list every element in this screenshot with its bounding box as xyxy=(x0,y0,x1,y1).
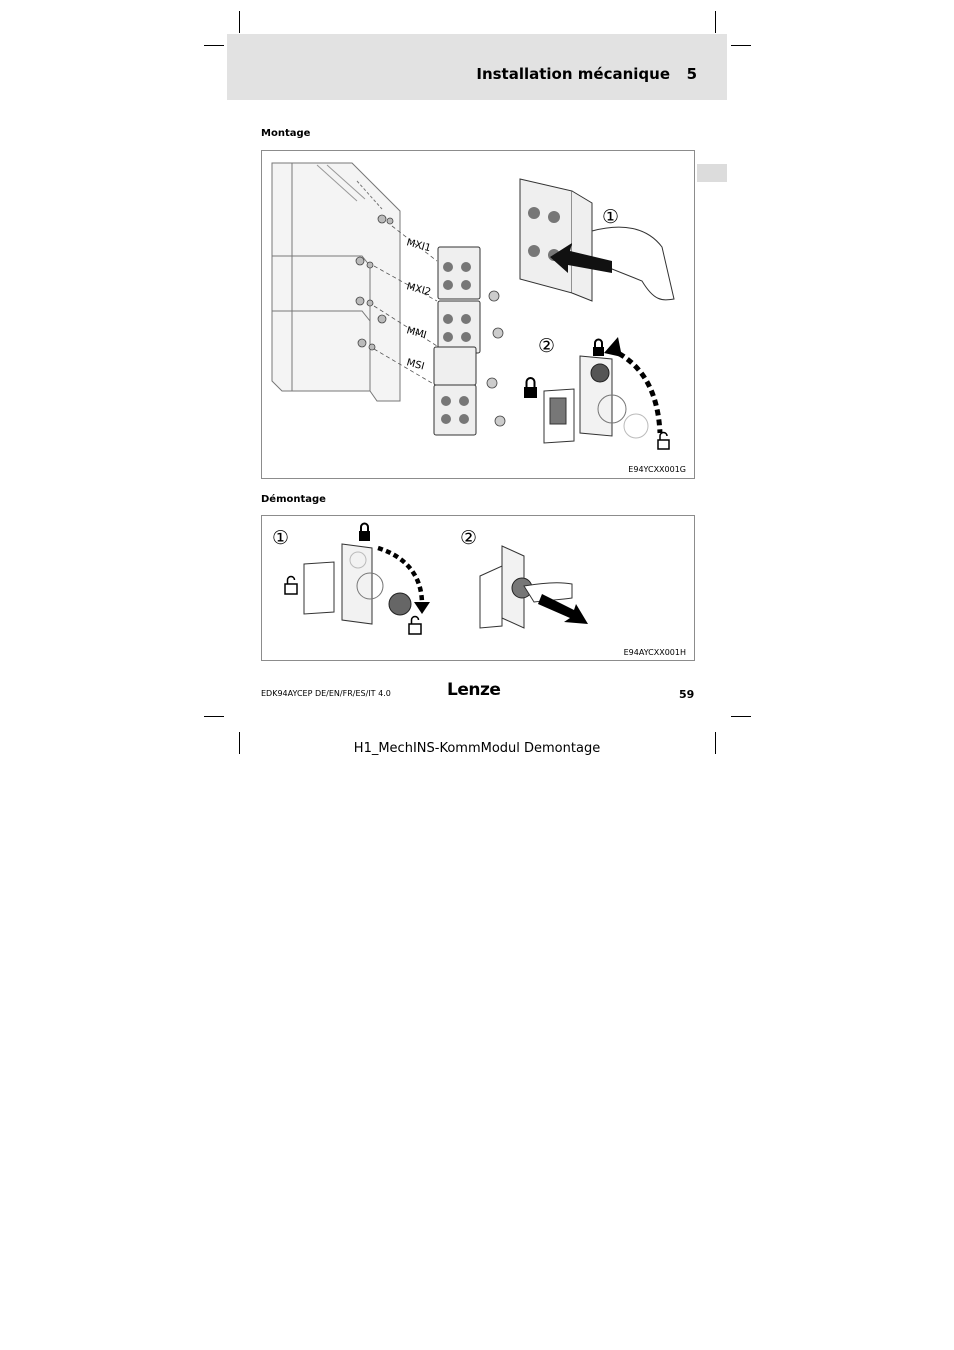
page-number: 59 xyxy=(679,688,695,701)
montage-illustration xyxy=(262,151,694,478)
step-number: ② xyxy=(538,335,556,357)
slot-label: MMI xyxy=(405,325,428,342)
figure-montage xyxy=(261,150,695,479)
document-id: EDK94AYCEP DE/EN/FR/ES/IT 4.0 xyxy=(261,689,391,698)
brand-logo: Lenze xyxy=(447,680,501,700)
step-number: ① xyxy=(602,206,620,228)
crop-mark xyxy=(731,716,751,717)
image-caption: H1_MechINS-KommModul Demontage xyxy=(353,741,601,756)
lock-open-icon xyxy=(285,577,297,595)
section-title-montage: Montage xyxy=(261,128,311,139)
step-number: ① xyxy=(272,527,290,549)
lock-closed-icon xyxy=(524,378,537,398)
crop-mark xyxy=(204,716,224,717)
slot-label: MXI1 xyxy=(405,237,433,255)
slot-label: MXI2 xyxy=(405,281,433,299)
figure-code: E94AYCXX001H xyxy=(623,648,686,657)
crop-mark xyxy=(731,45,751,46)
lock-closed-icon xyxy=(593,340,604,357)
lock-open-icon xyxy=(658,433,669,450)
section-title-demontage: Démontage xyxy=(261,494,326,505)
page-title: Installation mécanique xyxy=(476,65,670,83)
page-header xyxy=(227,34,727,100)
side-thumb-tab xyxy=(697,164,727,182)
figure-code: E94YCXX001G xyxy=(628,465,686,474)
chapter-number: 5 xyxy=(686,65,697,83)
crop-mark xyxy=(715,11,716,33)
slot-label: MSI xyxy=(405,357,426,373)
lock-closed-icon xyxy=(359,524,370,542)
figure-demontage xyxy=(261,515,695,661)
crop-mark xyxy=(239,11,240,33)
step-number: ② xyxy=(460,527,478,549)
lock-open-icon xyxy=(409,617,421,635)
demontage-illustration xyxy=(262,516,694,660)
crop-mark xyxy=(204,45,224,46)
